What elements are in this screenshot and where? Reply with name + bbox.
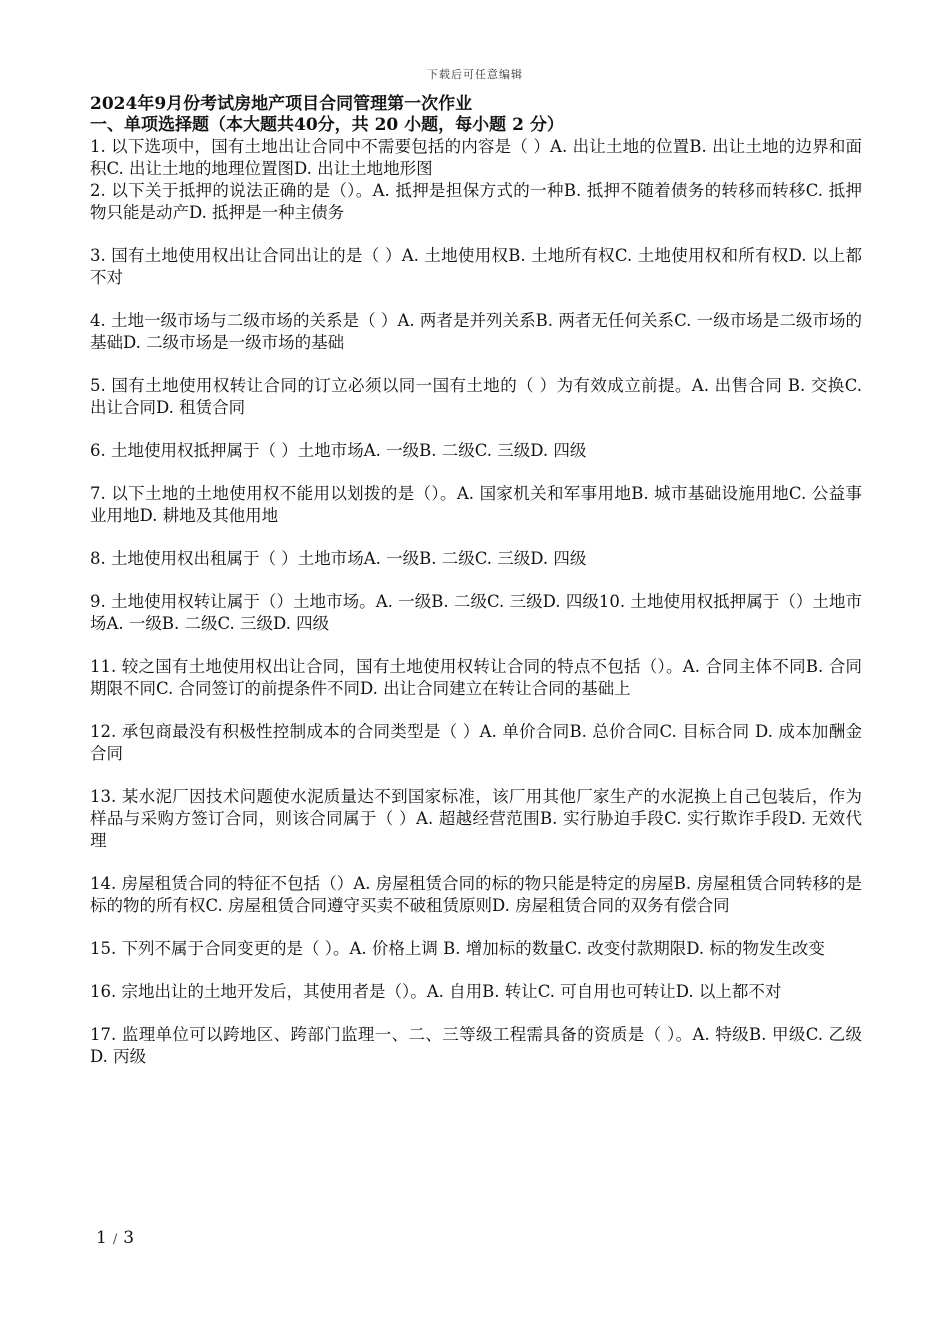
page-separator: / <box>112 1232 118 1247</box>
document-content <box>90 94 862 1068</box>
question-14: 14. 房屋租赁合同的特征不包括（）A. 房屋租赁合同的标的物只能是特定的房屋B. 房屋租赁合同转移的是标的物的所有权C. 房屋租赁合同遵守买卖不破租赁原则D. 房屋租赁合同的双务有偿合同 <box>90 874 862 915</box>
page-current: 1 <box>96 1228 107 1248</box>
page-number <box>96 1228 134 1248</box>
question-3: 3. 国有土地使用权出让合同出让的是（ ）A. 土地使用权B. 土地所有权C. 土地使用权和所有权D. 以上都不对 <box>90 246 862 287</box>
question-2: 2. 以下关于抵押的说法正确的是（）。A. 抵押是担保方式的一种B. 抵押不随着债务的转移而转移C. 抵押物只能是动产D. 抵押是一种主债务 <box>90 181 862 222</box>
section-heading: 一、单项选择题（本大题共40分，共 20 小题，每小题 2 分） <box>90 115 564 135</box>
page-total: 3 <box>123 1228 135 1248</box>
question-16: 16. 宗地出让的土地开发后，其使用者是（）。A. 自用B. 转让C. 可自用也可转让D. 以上都不对 <box>90 982 782 1001</box>
document-title: 2024年9月份考试房地产项目合同管理第一次作业 <box>90 94 473 114</box>
question-8: 8. 土地使用权出租属于（ ）土地市场A. 一级B. 二级C. 三级D. 四级 <box>90 549 587 568</box>
question-6: 6. 土地使用权抵押属于（ ）土地市场A. 一级B. 二级C. 三级D. 四级 <box>90 441 587 460</box>
question-4: 4. 土地一级市场与二级市场的关系是（ ）A. 两者是并列关系B. 两者无任何关系C. 一级市场是二级市场的基础D. 二级市场是一级市场的基础 <box>90 311 862 352</box>
question-12: 12. 承包商最没有积极性控制成本的合同类型是（ ）A. 单价合同B. 总价合同C. 目标合同 D. 成本加酬金合同 <box>90 722 862 763</box>
question-15: 15. 下列不属于合同变更的是（ ）。A. 价格上调 B. 增加标的数量C. 改变付款期限D. 标的物发生改变 <box>90 939 825 958</box>
header-note: 下载后可任意编辑 <box>427 68 523 81</box>
question-5: 5. 国有土地使用权转让合同的订立必须以同一国有土地的（ ）为有效成立前提。A. 出售合同 B. 交换C. 出让合同D. 租赁合同 <box>90 376 862 417</box>
question-17: 17. 监理单位可以跨地区、跨部门监理一、二、三等级工程需具备的资质是（ ）。A. 特级B. 甲级C. 乙级D. 丙级 <box>90 1025 862 1066</box>
question-11: 11. 较之国有土地使用权出让合同，国有土地使用权转让合同的特点不包括（）。A. 合同主体不同B. 合同期限不同C. 合同签订的前提条件不同D. 出让合同建立在转让合同的基础上 <box>90 657 862 698</box>
question-7: 7. 以下土地的土地使用权不能用以划拨的是（）。A. 国家机关和军事用地B. 城市基础设施用地C. 公益事业用地D. 耕地及其他用地 <box>90 484 862 525</box>
question-13: 13. 某水泥厂因技术问题使水泥质量达不到国家标准，该厂用其他厂家生产的水泥换上自己包装后，作为样品与采购方签订合同，则该合同属于（ ）A. 超越经营范围B. 实行胁迫手段C. 实行欺诈手段D. 无效代理 <box>90 787 862 850</box>
question-1: 1. 以下选项中，国有土地出让合同中不需要包括的内容是（ ）A. 出让土地的位置B. 出让土地的边界和面积C. 出让土地的地理位置图D. 出让土地地形图 <box>90 137 862 178</box>
question-9-10: 9. 土地使用权转让属于（）土地市场。A. 一级B. 二级C. 三级D. 四级10. 土地使用权抵押属于（）土地市场A. 一级B. 二级C. 三级D. 四级 <box>90 592 862 633</box>
